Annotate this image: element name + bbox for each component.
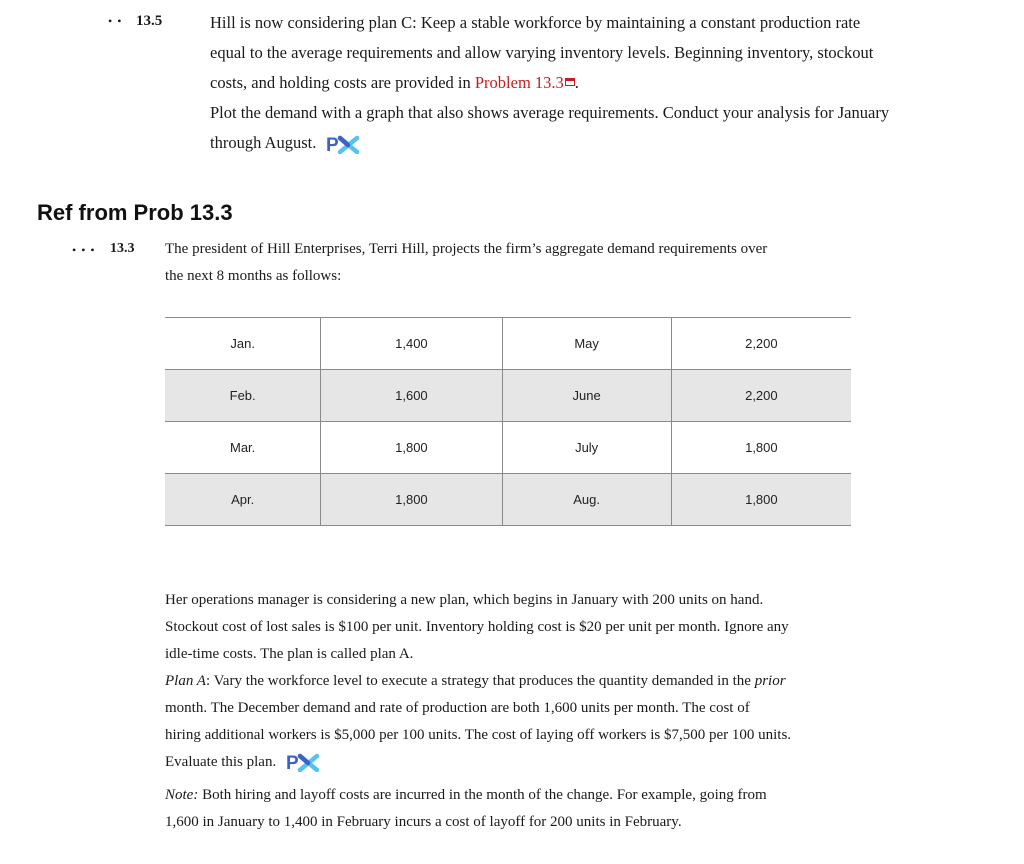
problem-13-3-intro: [165, 236, 845, 290]
table-row: [165, 474, 851, 526]
demand-cell: 1,800: [671, 474, 851, 526]
text-line: Plot the demand with a graph that also shows average requirements. Conduct your analysis for January: [210, 103, 890, 122]
svg-text:P: P: [326, 135, 340, 154]
note-label: Note:: [165, 787, 199, 803]
px-logo-icon[interactable]: [286, 752, 320, 782]
month-cell: Jan.: [165, 318, 321, 370]
link-label: Problem 13.3: [474, 73, 564, 92]
problem-13-5-text: [210, 8, 1000, 164]
demand-cell: 1,400: [321, 318, 502, 370]
month-cell: July: [502, 422, 671, 474]
table-row: [165, 370, 851, 422]
text-line: Stockout cost of lost sales is $100 per unit. Inventory holding cost is $20 per unit per month. Ignore any: [165, 619, 789, 635]
problem-13-3-body: [165, 587, 865, 836]
text-line: hiring additional workers is $5,000 per 100 units. The cost of laying off workers is $7,500 per 100 units.: [165, 727, 792, 743]
demand-cell: 2,200: [671, 370, 851, 422]
text-line: [165, 668, 865, 695]
demand-cell: 1,800: [671, 422, 851, 474]
demand-cell: 1,800: [321, 474, 502, 526]
text-line: month. The December demand and rate of production are both 1,600 units per month. The cost of: [165, 700, 750, 716]
text-fragment: through August.: [210, 133, 317, 152]
text-line: [165, 749, 865, 782]
demand-cell: 1,800: [321, 422, 502, 474]
text-line: Hill is now considering plan C: Keep a stable workforce by maintaining a constant production rate: [210, 13, 861, 32]
difficulty-dots: • • •: [72, 243, 96, 257]
text-line: Her operations manager is considering a new plan, which begins in January with 200 units on hand.: [165, 592, 764, 608]
text-fragment: .: [574, 73, 579, 92]
table-row: [165, 318, 851, 370]
month-cell: Mar.: [165, 422, 321, 474]
demand-cell: 2,200: [671, 318, 851, 370]
table-row: [165, 422, 851, 474]
problem-number: 13.5: [136, 13, 163, 29]
svg-text:P: P: [285, 753, 299, 772]
demand-cell: 1,600: [321, 370, 502, 422]
text-line: The president of Hill Enterprises, Terri Hill, projects the firm’s aggregate demand requirements over: [165, 241, 768, 257]
text-fragment: Evaluate this plan.: [165, 754, 277, 770]
text-line: [165, 782, 865, 809]
month-cell: May: [502, 318, 671, 370]
demand-table: [165, 317, 851, 526]
month-cell: Aug.: [502, 474, 671, 526]
external-link-icon: [565, 78, 575, 86]
text-fragment: costs, and holding costs are provided in: [210, 73, 475, 92]
ref-heading: Ref from Prob 13.3: [37, 200, 233, 225]
month-cell: Apr.: [165, 474, 321, 526]
text-fragment: prior: [754, 673, 786, 689]
text-line: equal to the average requirements and allow varying inventory levels. Beginning inventory, stockout: [210, 43, 874, 62]
text-line: [210, 128, 1000, 164]
text-fragment: Both hiring and layoff costs are incurred in the month of the change. For example, going from: [198, 787, 767, 803]
month-cell: Feb.: [165, 370, 321, 422]
plan-a-label: Plan A: [165, 673, 206, 689]
difficulty-dots: • •: [108, 14, 123, 28]
problem-number: 13.3: [110, 241, 135, 256]
text-line: the next 8 months as follows:: [165, 268, 342, 284]
text-line: [210, 68, 1000, 98]
px-logo-icon[interactable]: [326, 134, 360, 164]
text-line: 1,600 in January to 1,400 in February incurs a cost of layoff for 200 units in February.: [165, 814, 682, 830]
text-line: idle-time costs. The plan is called plan A.: [165, 646, 414, 662]
month-cell: June: [502, 370, 671, 422]
text-fragment: : Vary the workforce level to execute a strategy that produces the quantity demanded in the: [205, 673, 755, 689]
problem-13-3-link[interactable]: [475, 73, 575, 92]
